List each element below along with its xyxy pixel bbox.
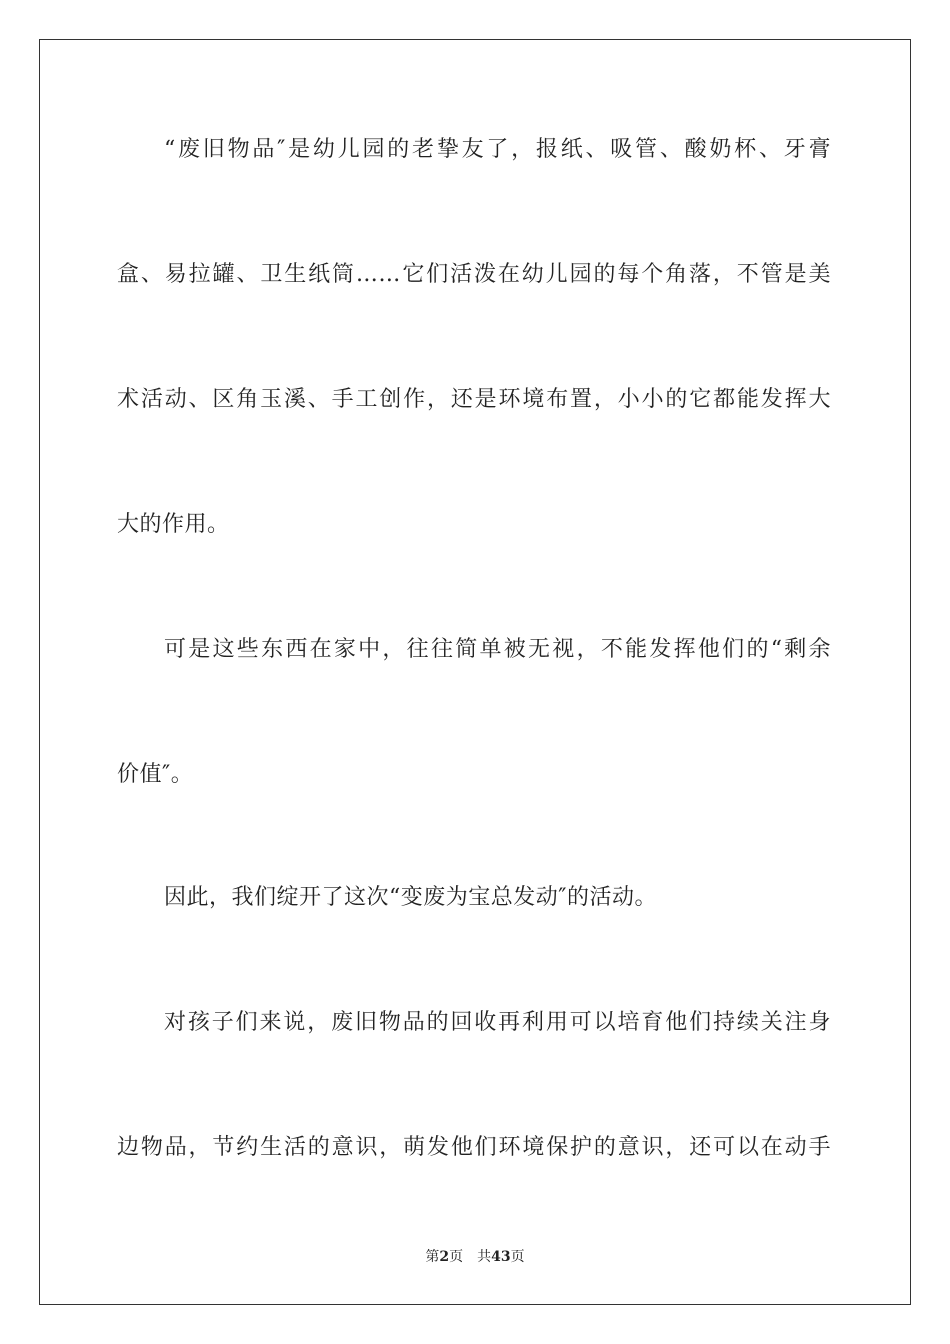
- text-line: 因此，我们绽开了这次“变废为宝总发动″的活动。: [164, 885, 657, 910]
- page-footer: [0, 1246, 950, 1266]
- text-line: 大的作用。: [117, 512, 230, 537]
- text-line: “废旧物品″是幼儿园的老挚友了，报纸、吸管、酸奶杯、牙膏: [164, 137, 831, 162]
- footer-suffix: 页: [510, 1249, 525, 1265]
- text-line: 对孩子们来说，废旧物品的回收再利用可以培育他们持续关注身: [164, 1010, 831, 1035]
- footer-prefix: 第: [425, 1249, 440, 1265]
- page-total: 43: [491, 1249, 511, 1265]
- text-line: 可是这些东西在家中，往往简单被无视，不能发挥他们的“剩余: [164, 637, 831, 662]
- text-line: 术活动、区角玉溪、手工创作，还是环境布置，小小的它都能发挥大: [117, 387, 831, 412]
- page-number: 2: [439, 1249, 450, 1265]
- text-line: 边物品，节约生活的意识，萌发他们环境保护的意识，还可以在动手: [117, 1135, 831, 1160]
- text-line: 盒、易拉罐、卫生纸筒……它们活泼在幼儿园的每个角落，不管是美: [117, 262, 831, 287]
- footer-mid: 页 共: [449, 1249, 492, 1265]
- page-border: [39, 39, 911, 1305]
- text-line: 价值″。: [117, 762, 194, 787]
